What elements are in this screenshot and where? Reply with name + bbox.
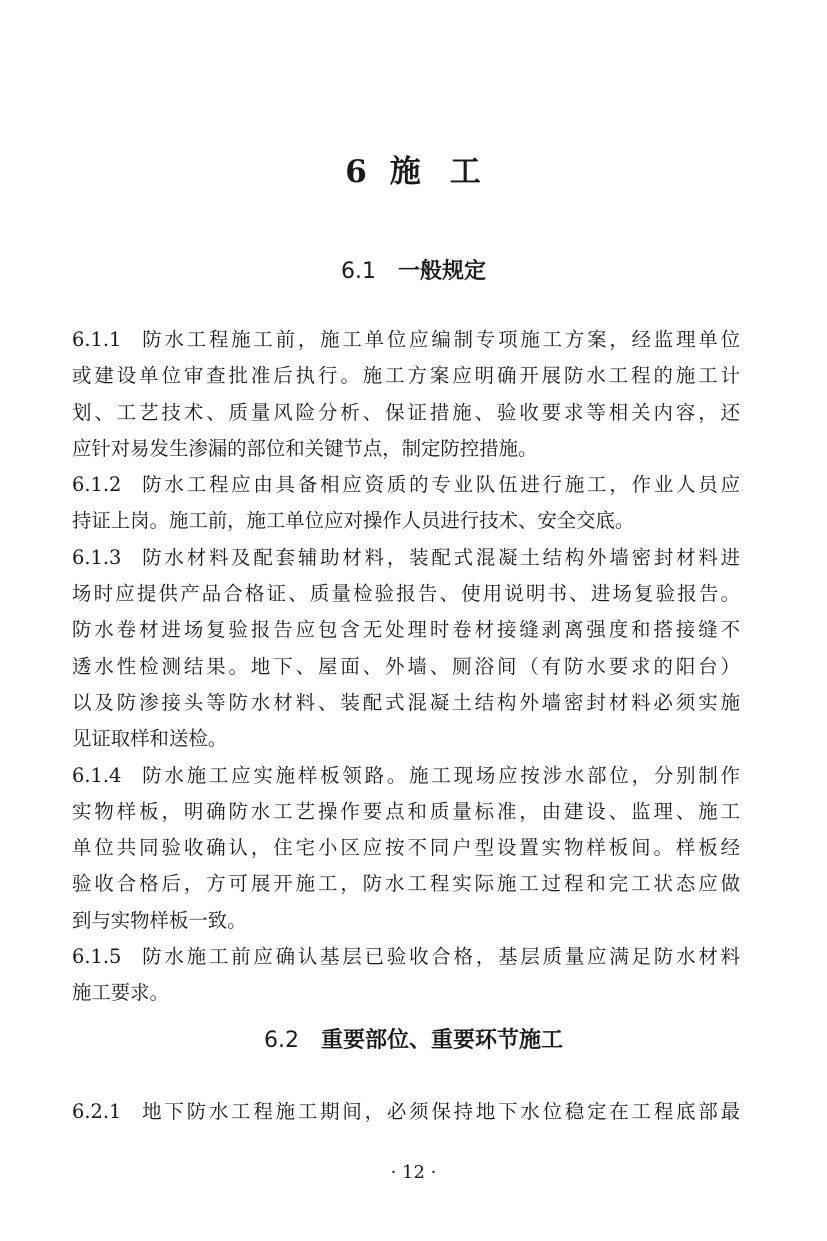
clause-line: 6.1.4 防水施工应实施样板领路。施工现场应按涉水部位，分别制作: [72, 763, 740, 787]
chapter-title-part1: 施: [389, 154, 422, 190]
chapter-title: [0, 150, 827, 194]
clause-line: 到与实物样板一致。: [72, 908, 247, 932]
clause-number: 6.1.1: [72, 328, 122, 351]
section-number: 6.2: [263, 1028, 299, 1053]
chapter-number: 6: [345, 154, 368, 190]
clause-number: 6.2.1: [72, 1100, 122, 1123]
clause-line: 划、工艺技术、质量风险分析、保证措施、验收要求等相关内容，还: [72, 400, 740, 424]
clause-line: 见证取样和送检。: [72, 727, 228, 751]
clause-6-1-5: [72, 939, 740, 1012]
clause-number: 6.1.3: [72, 545, 122, 569]
section-title: 一般规定: [397, 259, 486, 284]
clause-line: 6.1.2 防水工程应由具备相应资质的专业队伍进行施工，作业人员应: [72, 473, 740, 497]
section-6-1-body: [72, 322, 740, 1012]
section-heading-6-2: [0, 1025, 827, 1057]
clause-line: 透水性检测结果。地下、屋面、外墙、厕浴间（有防水要求的阳台）: [72, 654, 740, 678]
clause-line: 应针对易发生渗漏的部位和关键节点，制定防控措施。: [72, 436, 538, 460]
clause-number: 6.1.2: [72, 473, 122, 497]
clause-number: 6.1.4: [72, 763, 122, 787]
clause-line: 施工要求。: [72, 981, 169, 1005]
clause-6-2-1: [72, 1094, 740, 1130]
section-heading-6-1: [0, 256, 827, 288]
clause-6-1-2: [72, 467, 740, 540]
clause-line: 单位共同验收确认，住宅小区应按不同户型设置实物样板间。样板经: [72, 836, 740, 860]
page-number: · 12 ·: [390, 1162, 437, 1183]
clause-number: 6.1.5: [72, 945, 122, 969]
clause-line: 以及防渗接头等防水材料、装配式混凝土结构外墙密封材料必须实施: [72, 690, 740, 714]
clause-6-1-1: [72, 322, 740, 467]
clause-line: 场时应提供产品合格证、质量检验报告、使用说明书、进场复验报告。: [72, 582, 740, 606]
clause-6-1-3: [72, 540, 740, 758]
clause-line: 防水卷材进场复验报告应包含无处理时卷材接缝剥离强度和搭接缝不: [72, 618, 740, 642]
section-6-2-body: [72, 1094, 740, 1130]
clause-line: 或建设单位审查批准后执行。施工方案应明确开展防水工程的施工计: [72, 364, 740, 388]
clause-line: 验收合格后，方可展开施工，防水工程实际施工过程和完工状态应做: [72, 872, 740, 896]
clause-6-1-4: [72, 758, 740, 939]
clause-line: 持证上岗。施工前，施工单位应对操作人员进行技术、安全交底。: [72, 509, 635, 533]
clause-line: 6.1.1 防水工程施工前，施工单位应编制专项施工方案，经监理单位: [72, 328, 740, 351]
section-number: 6.1: [340, 259, 376, 284]
clause-line: 6.1.3 防水材料及配套辅助材料，装配式混凝土结构外墙密封材料进: [72, 545, 740, 569]
section-title: 重要部位、重要环节施工: [320, 1028, 563, 1053]
clause-line: 实物样板，明确防水工艺操作要点和质量标准，由建设、监理、施工: [72, 799, 740, 823]
chapter-title-part2: 工: [449, 154, 482, 190]
clause-line: 6.1.5 防水施工前应确认基层已验收合格，基层质量应满足防水材料: [72, 945, 740, 969]
clause-line: 6.2.1 地下防水工程施工期间，必须保持地下水位稳定在工程底部最: [72, 1100, 740, 1123]
